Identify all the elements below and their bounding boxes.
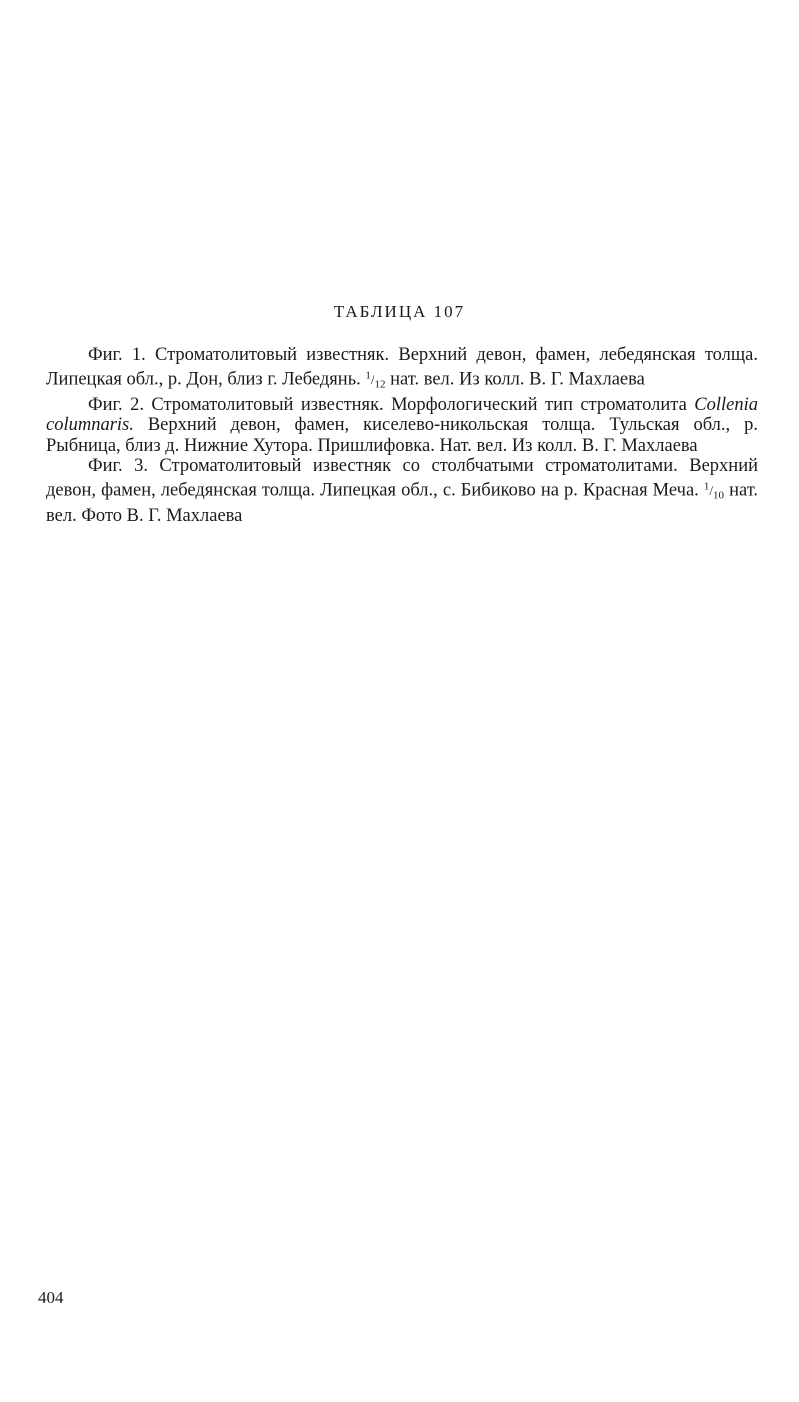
caption-text: нат. вел. Из колл. В. Г. Махлаева — [390, 368, 645, 389]
caption-text: Фиг. 2. Строматолитовый известняк. Морфологический тип строматолита — [88, 394, 687, 415]
page-number: 404 — [38, 1288, 64, 1307]
caption-fig-2 — [46, 395, 758, 457]
caption-text: Верхний девон, фамен, киселево-никольская толща. Тульская обл., р. Рыбница, близ д. Нижние Хутора. Пришлифовка. Нат. вел. Из колл. В. Г. Махлаева — [46, 415, 758, 456]
taxon-name: Collenia columnaris. — [46, 394, 758, 436]
page-title: ТАБЛИЦА 107 — [333, 302, 466, 321]
scale-fraction: $^1/_{10}$ — [703, 480, 724, 502]
caption-fig-1 — [46, 345, 758, 395]
scale-fraction: $^1/_{12}$ — [365, 369, 386, 391]
caption-text: нат. вел. Фото В. Г. Махлаева — [46, 480, 759, 527]
caption-text: Фиг. 3. Строматолитовый известняк со столбчатыми строматолитами. Верхний девон, фамен, лебедянская толща. Липецкая обл., с. Бибиково на р. Красная Меча. — [46, 456, 758, 501]
caption-text: Фиг. 1. Строматолитовый известняк. Верхний девон, фамен, лебедянская толща. Липецкая обл., р. Дон, близ г. Лебедянь. — [46, 345, 758, 389]
figure-captions — [46, 345, 758, 527]
caption-fig-3 — [46, 456, 758, 526]
